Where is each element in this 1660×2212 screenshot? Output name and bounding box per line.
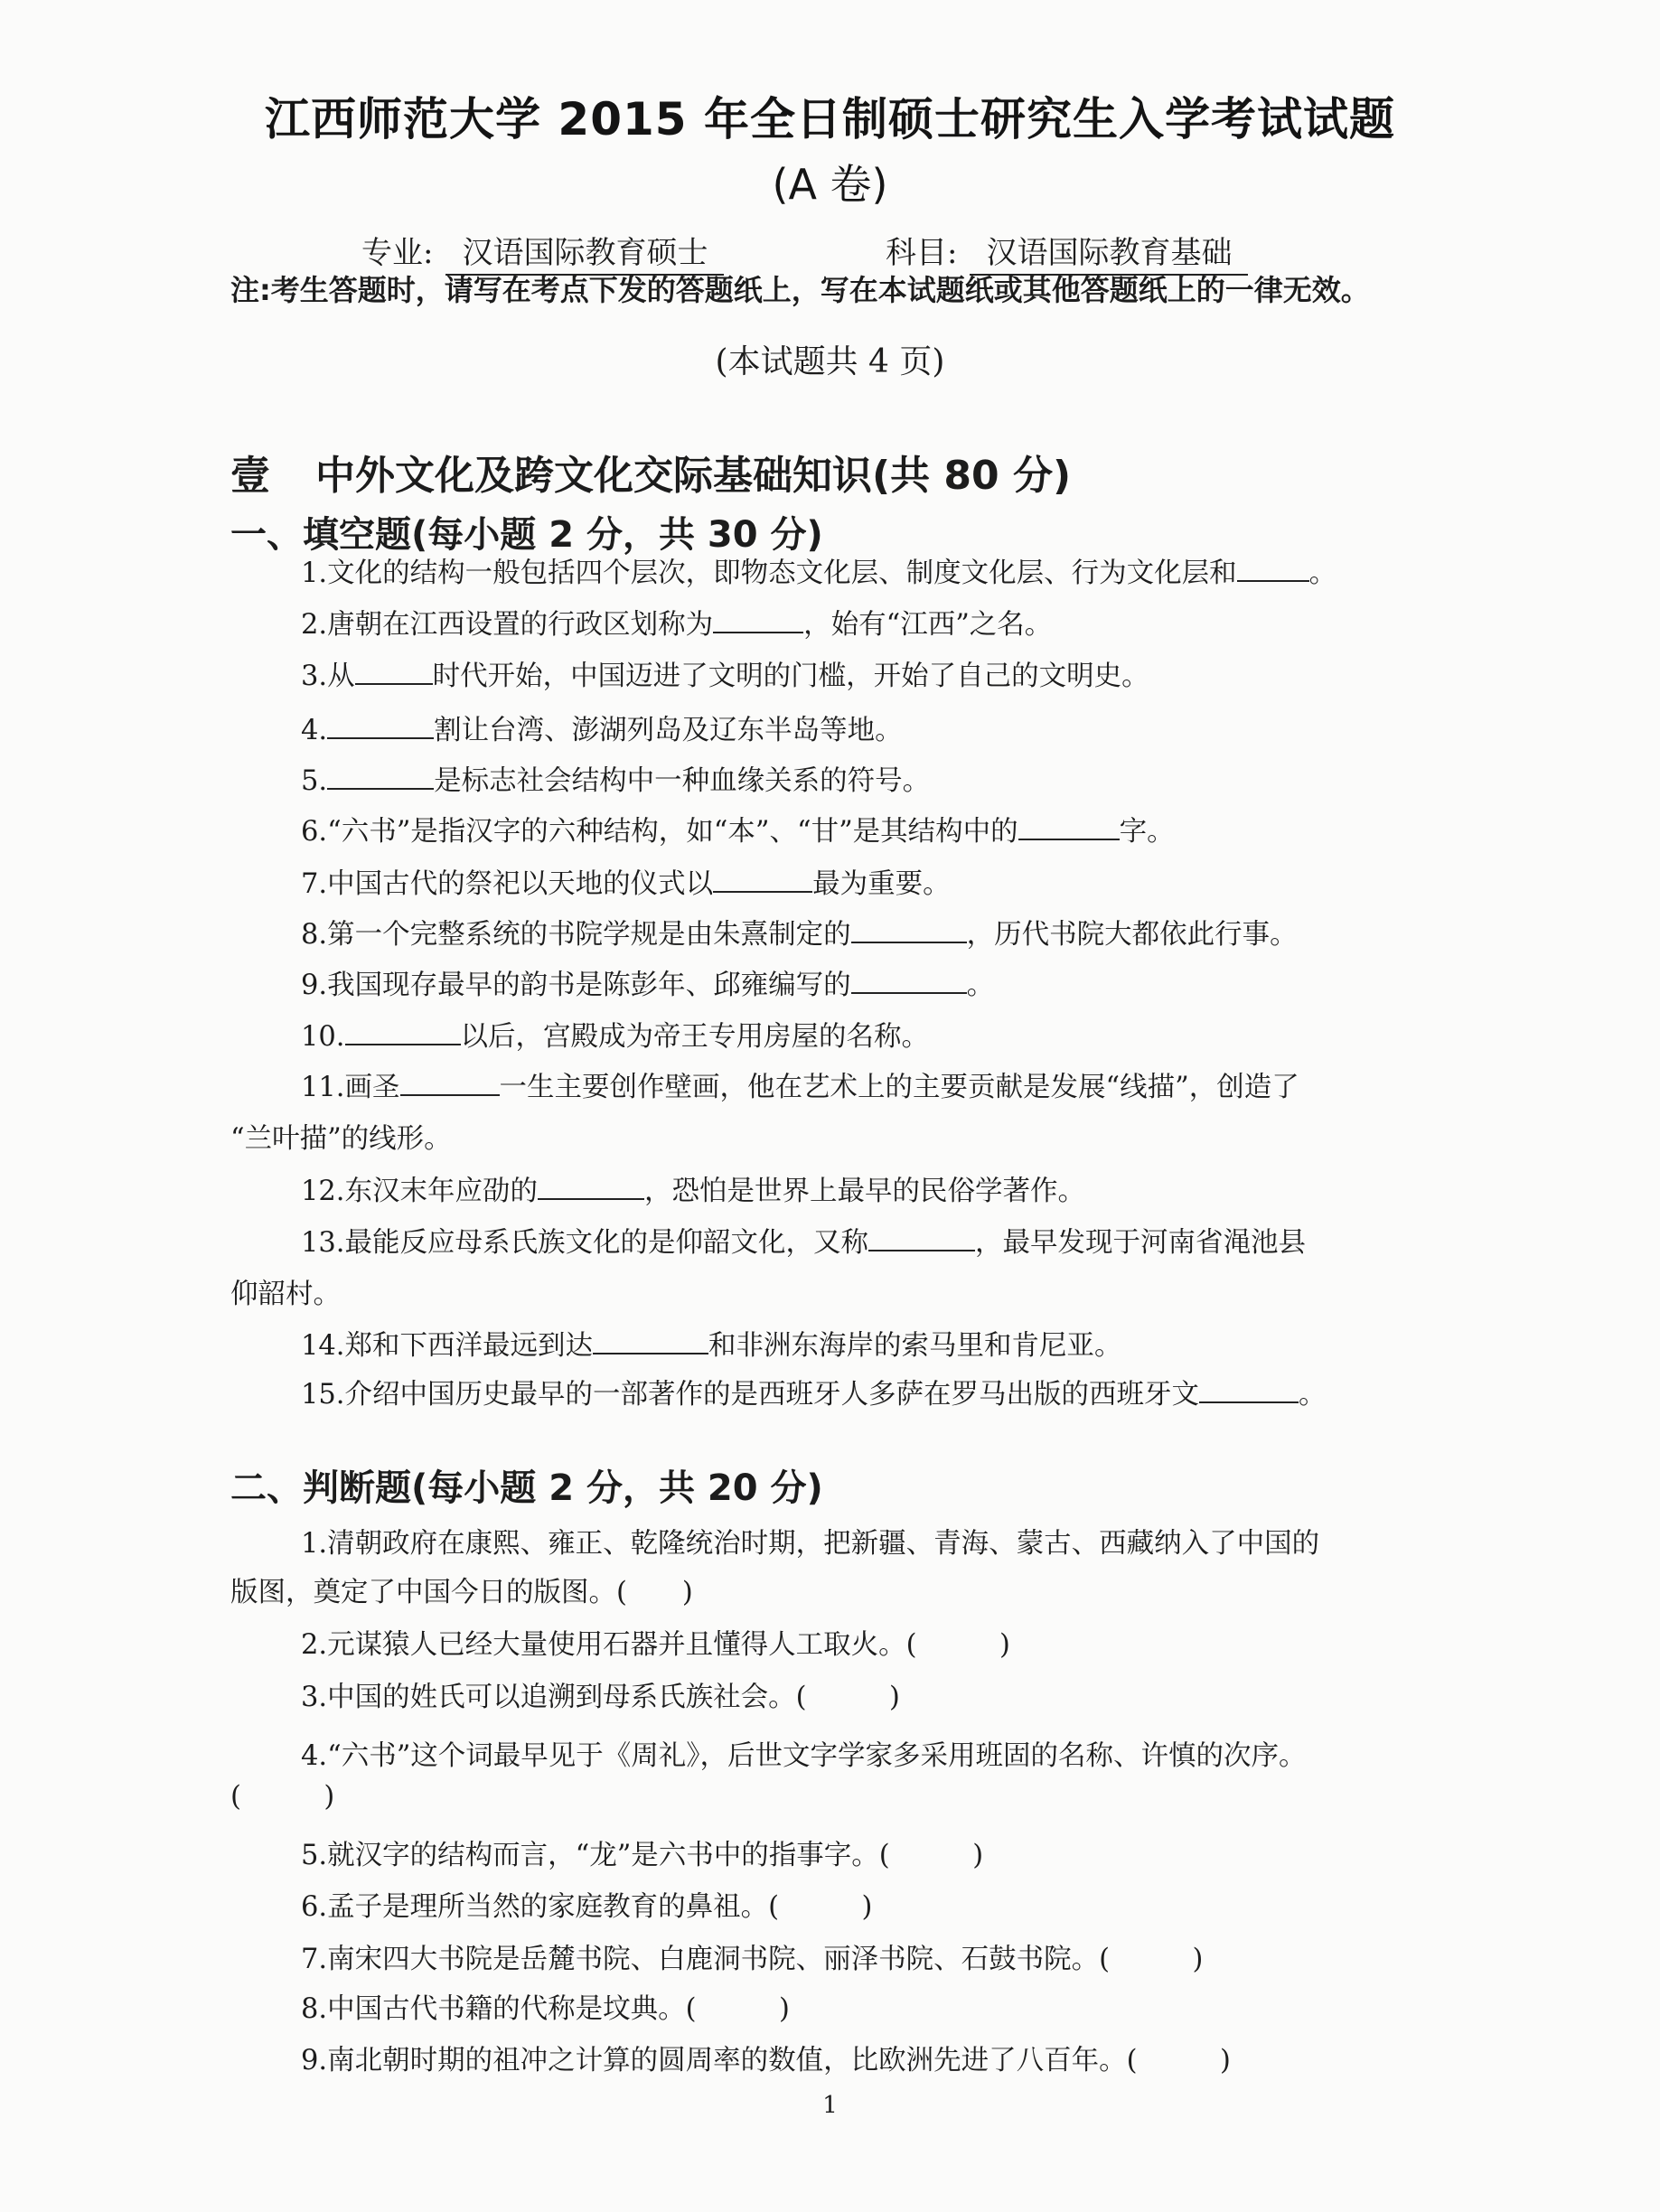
fill-question-line2 bbox=[230, 1113, 1414, 1165]
answer-blank bbox=[851, 920, 967, 943]
fill-question bbox=[230, 1011, 1414, 1063]
question-text: 以后，宫殿成为帝王专用房屋的名称。 bbox=[460, 1021, 930, 1053]
answer-blank bbox=[851, 970, 967, 994]
question-text: 就汉字的结构而言，“龙”是六书中的指事字。( ) bbox=[327, 1840, 984, 1871]
exam-note: 注:考生答题时，请写在考点下发的答题纸上，写在本试题纸或其他答题纸上的一律无效。 bbox=[230, 273, 1370, 307]
answer-blank bbox=[868, 1228, 975, 1251]
question-text: 唐朝在江西设置的行政区划称为 bbox=[327, 609, 714, 641]
fill-question bbox=[230, 548, 1414, 599]
question-number: 1. bbox=[301, 1528, 328, 1560]
question-text: ，恐怕是世界上最早的民俗学著作。 bbox=[644, 1176, 1086, 1207]
question-text: 。 bbox=[1299, 1379, 1327, 1411]
fill-question bbox=[230, 960, 1414, 1011]
answer-blank bbox=[355, 661, 433, 685]
answer-blank bbox=[400, 1073, 500, 1096]
question-number: 4. bbox=[301, 715, 328, 746]
judge-question bbox=[230, 1983, 1414, 2035]
question-text: 我国现存最早的韵书是陈彭年、邱雍编写的 bbox=[327, 970, 851, 1001]
question-number: 4. bbox=[301, 1740, 328, 1772]
question-text: 中国的姓氏可以追溯到母系氏族社会。( ) bbox=[327, 1682, 900, 1713]
question-number: 2. bbox=[301, 609, 328, 641]
answer-blank bbox=[345, 1022, 461, 1045]
answer-blank bbox=[713, 869, 812, 893]
part-title: 中外文化及跨文化交际基础知识(共 80 分) bbox=[315, 453, 1072, 499]
question-number: 6. bbox=[301, 1891, 328, 1923]
question-text: 南北朝时期的祖冲之计算的圆周率的数值，比欧洲先进了八百年。( ) bbox=[327, 2045, 1231, 2076]
major-label: 专业: bbox=[361, 235, 434, 271]
question-text: 最为重要。 bbox=[812, 868, 951, 900]
question-text: 时代开始，中国迈进了文明的门槛，开始了自己的文明史。 bbox=[432, 661, 1149, 692]
section-fill-blank-title: 一、填空题(每小题 2 分，共 30 分) bbox=[230, 514, 823, 556]
question-number: 7. bbox=[301, 868, 328, 900]
exam-subtitle: (A 卷) bbox=[772, 160, 888, 209]
answer-blank bbox=[1199, 1380, 1299, 1403]
question-text: 第一个完整系统的书院学规是由朱熹制定的 bbox=[327, 919, 851, 951]
question-text: 南宋四大书院是岳麓书院、白鹿洞书院、丽泽书院、石鼓书院。( ) bbox=[327, 1944, 1204, 1975]
question-number: 8. bbox=[301, 919, 328, 951]
section-true-false-title: 二、判断题(每小题 2 分，共 20 分) bbox=[230, 1467, 823, 1509]
fill-question bbox=[230, 599, 1414, 651]
fill-question-line2 bbox=[230, 1269, 1414, 1320]
question-text: 版图，奠定了中国今日的版图。( ) bbox=[230, 1577, 693, 1608]
fill-question bbox=[230, 1217, 1414, 1269]
fill-question bbox=[230, 651, 1414, 702]
page-number: 1 bbox=[822, 2092, 838, 2119]
question-text: 中国古代书籍的代称是坟典。( ) bbox=[327, 1993, 790, 2025]
part-heading bbox=[230, 443, 1071, 501]
judge-question bbox=[230, 2035, 1414, 2086]
question-text: 割让台湾、澎湖列岛及辽东半岛等地。 bbox=[434, 715, 903, 746]
question-number: 13. bbox=[301, 1227, 345, 1259]
question-number: 10. bbox=[301, 1021, 345, 1053]
judge-question bbox=[230, 1881, 1414, 1933]
judge-question-line2 bbox=[230, 1567, 1414, 1618]
question-text: ，历代书院大都依此行事。 bbox=[966, 919, 1298, 951]
question-number: 3. bbox=[301, 1682, 328, 1713]
question-text: 文化的结构一般包括四个层次，即物态文化层、制度文化层、行为文化层和 bbox=[327, 558, 1237, 589]
subject-label: 科目: bbox=[886, 235, 958, 271]
question-text: 是标志社会结构中一种血缘关系的符号。 bbox=[434, 765, 931, 797]
question-text: 孟子是理所当然的家庭教育的鼻祖。( ) bbox=[327, 1891, 873, 1923]
answer-blank bbox=[593, 1331, 708, 1354]
judge-question bbox=[230, 1934, 1414, 1985]
question-number: 12. bbox=[301, 1176, 345, 1207]
question-number: 9. bbox=[301, 2045, 328, 2076]
question-number: 7. bbox=[301, 1944, 328, 1975]
question-number: 6. bbox=[301, 816, 328, 848]
question-text: “六书”是指汉字的六种结构，如“本”、“甘”是其结构中的 bbox=[327, 816, 1018, 848]
part-number: 壹 bbox=[230, 453, 270, 499]
fill-question bbox=[230, 755, 1414, 807]
judge-question bbox=[230, 1672, 1414, 1723]
question-number: 2. bbox=[301, 1629, 328, 1661]
answer-blank bbox=[327, 716, 434, 739]
judge-question bbox=[230, 1518, 1414, 1570]
question-text: 最能反应母系氏族文化的是仰韶文化，又称 bbox=[344, 1227, 869, 1259]
question-number: 11. bbox=[301, 1072, 345, 1103]
question-number: 9. bbox=[301, 970, 328, 1001]
answer-blank bbox=[1018, 817, 1120, 840]
question-text: 清朝政府在康熙、雍正、乾隆统治时期，把新疆、青海、蒙古、西藏纳入了中国的 bbox=[327, 1528, 1320, 1560]
answer-blank bbox=[713, 610, 803, 633]
judge-question bbox=[230, 1830, 1414, 1881]
question-number: 1. bbox=[301, 558, 328, 589]
exam-title: 江西师范大学 2015 年全日制硕士研究生入学考试试题 bbox=[265, 93, 1395, 145]
question-text: 和非洲东海岸的索马里和肯尼亚。 bbox=[708, 1330, 1122, 1362]
fill-question bbox=[230, 909, 1414, 961]
question-text: “兰叶描”的线形。 bbox=[230, 1123, 452, 1155]
fill-question bbox=[230, 858, 1414, 910]
answer-blank bbox=[538, 1176, 644, 1200]
fill-question bbox=[230, 1369, 1414, 1420]
question-text: 画圣 bbox=[344, 1072, 400, 1103]
question-text: 郑和下西洋最远到达 bbox=[344, 1330, 594, 1362]
fill-question bbox=[230, 1062, 1414, 1113]
subject-value: 汉语国际教育基础 bbox=[970, 228, 1248, 276]
question-text: 元谋猿人已经大量使用石器并且懂得人工取火。( ) bbox=[327, 1629, 1010, 1661]
judge-question-line2 bbox=[230, 1771, 1414, 1823]
major-value: 汉语国际教育硕士 bbox=[445, 228, 724, 276]
question-text: 。 bbox=[1308, 558, 1337, 589]
question-text: ，最早发现于河南省渑池县 bbox=[975, 1227, 1307, 1259]
question-text: 。 bbox=[966, 970, 995, 1001]
answer-blank bbox=[1237, 558, 1309, 582]
question-number: 8. bbox=[301, 1993, 328, 2025]
question-number: 5. bbox=[301, 1840, 328, 1871]
question-text: “六书”这个词最早见于《周礼》，后世文字学家多采用班固的名称、许慎的次序。 bbox=[327, 1740, 1307, 1772]
page-count: (本试题共 4 页) bbox=[715, 343, 945, 380]
fill-question bbox=[230, 1320, 1414, 1372]
question-text: 一生主要创作壁画，他在艺术上的主要贡献是发展“线描”，创造了 bbox=[499, 1072, 1299, 1103]
question-number: 3. bbox=[301, 661, 328, 692]
question-text: 介绍中国历史最早的一部著作的是西班牙人多萨在罗马出版的西班牙文 bbox=[344, 1379, 1200, 1411]
fill-question bbox=[230, 1166, 1414, 1217]
question-text: 从 bbox=[327, 661, 355, 692]
fill-question bbox=[230, 806, 1414, 858]
question-text: 东汉末年应劭的 bbox=[344, 1176, 539, 1207]
question-number: 5. bbox=[301, 765, 328, 797]
question-text: ，始有“江西”之名。 bbox=[803, 609, 1053, 641]
fill-question bbox=[230, 705, 1414, 756]
answer-blank bbox=[327, 766, 434, 790]
judge-question bbox=[230, 1619, 1414, 1671]
question-number: 15. bbox=[301, 1379, 345, 1411]
question-text: 仰韶村。 bbox=[230, 1279, 341, 1310]
question-text: 字。 bbox=[1119, 816, 1175, 848]
question-text: ( ) bbox=[230, 1781, 335, 1813]
question-text: 中国古代的祭祀以天地的仪式以 bbox=[327, 868, 714, 900]
question-number: 14. bbox=[301, 1330, 345, 1362]
